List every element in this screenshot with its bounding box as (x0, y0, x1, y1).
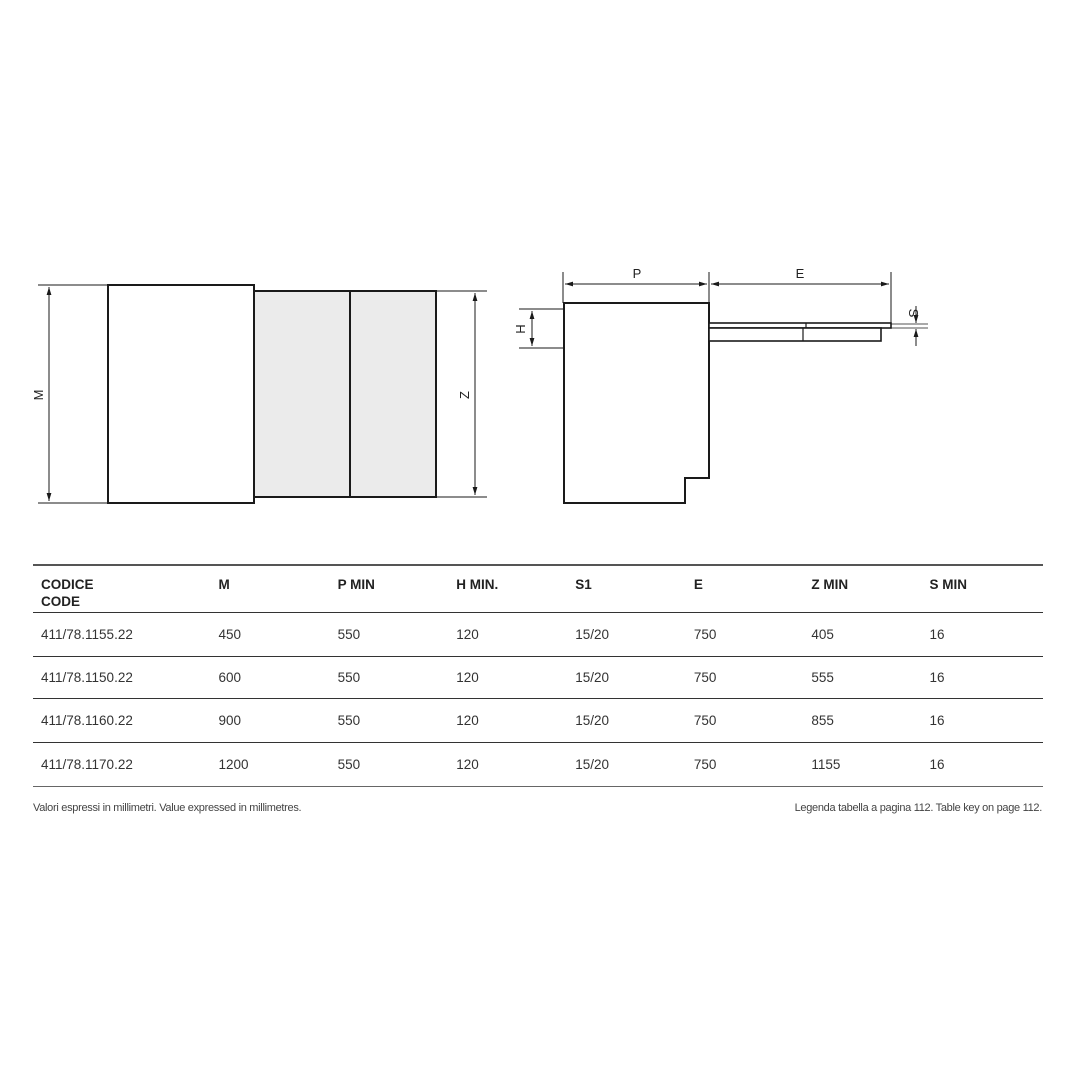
cell-e: 750 (693, 669, 717, 685)
cell-z-min: 1155 (811, 756, 841, 772)
cell-s1: 15/20 (575, 756, 610, 772)
drawer-panel-left (254, 291, 350, 497)
header-s1: S1 (575, 577, 592, 592)
spec-table (33, 564, 1043, 787)
cell-code: 411/78.1160.22 (41, 712, 133, 728)
units-note: Valori espressi in millimetri. Value expressed in millimetres. (33, 802, 302, 814)
cabinet-side-profile (564, 303, 709, 503)
cell-m: 900 (218, 712, 241, 728)
cell-z-min: 555 (811, 669, 834, 685)
front-view (31, 285, 487, 503)
dimension-e-label: E (795, 266, 805, 281)
header-s-min: S MIN (929, 577, 968, 592)
cell-p-min: 550 (337, 756, 361, 772)
table-row (33, 612, 1043, 656)
cell-h-min: 120 (456, 669, 479, 685)
dimension-m-label: M (31, 389, 46, 401)
cell-code: 411/78.1150.22 (41, 669, 133, 685)
header-p-min: P MIN (337, 577, 375, 592)
header-z-min: Z MIN (811, 577, 849, 592)
cell-z-min: 405 (811, 626, 834, 642)
drawer-panel-right (350, 291, 436, 497)
cell-s-min: 16 (929, 669, 945, 685)
lower-rail (709, 328, 881, 341)
dimension-h-label: H (513, 324, 528, 334)
header-code: CODICE CODE (41, 577, 94, 609)
header-m: M (218, 577, 230, 592)
cell-p-min: 550 (337, 669, 361, 685)
cell-e: 750 (693, 756, 717, 772)
cabinet-front (108, 285, 254, 503)
table-row (33, 742, 1043, 786)
dimension-s-label: S (906, 308, 921, 318)
cell-e: 750 (693, 626, 717, 642)
cell-p-min: 550 (337, 712, 361, 728)
cell-s-min: 16 (929, 712, 945, 728)
cell-h-min: 120 (456, 756, 479, 772)
cell-m: 600 (218, 669, 241, 685)
cell-s1: 15/20 (575, 712, 610, 728)
header-e: E (693, 577, 703, 592)
cell-s-min: 16 (929, 626, 945, 642)
table-row (33, 698, 1043, 742)
dimension-z-label: Z (457, 391, 472, 399)
header-h-min: H MIN. (456, 577, 499, 592)
cell-code: 411/78.1155.22 (41, 626, 133, 642)
cell-h-min: 120 (456, 712, 479, 728)
cell-p-min: 550 (337, 626, 361, 642)
cell-m: 450 (218, 626, 241, 642)
cell-code: 411/78.1170.22 (41, 756, 133, 772)
cell-s1: 15/20 (575, 626, 610, 642)
cell-z-min: 855 (811, 712, 834, 728)
table-row (33, 656, 1043, 698)
dimension-p-label: P (632, 266, 642, 281)
cell-e: 750 (693, 712, 717, 728)
cell-s-min: 16 (929, 756, 945, 772)
table-key-note: Legenda tabella a pagina 112. Table key on page 112. (794, 802, 1042, 814)
cell-m: 1200 (218, 756, 249, 772)
cell-s1: 15/20 (575, 669, 610, 685)
cell-h-min: 120 (456, 626, 479, 642)
side-view (513, 266, 928, 503)
table-header-row (33, 565, 1043, 612)
